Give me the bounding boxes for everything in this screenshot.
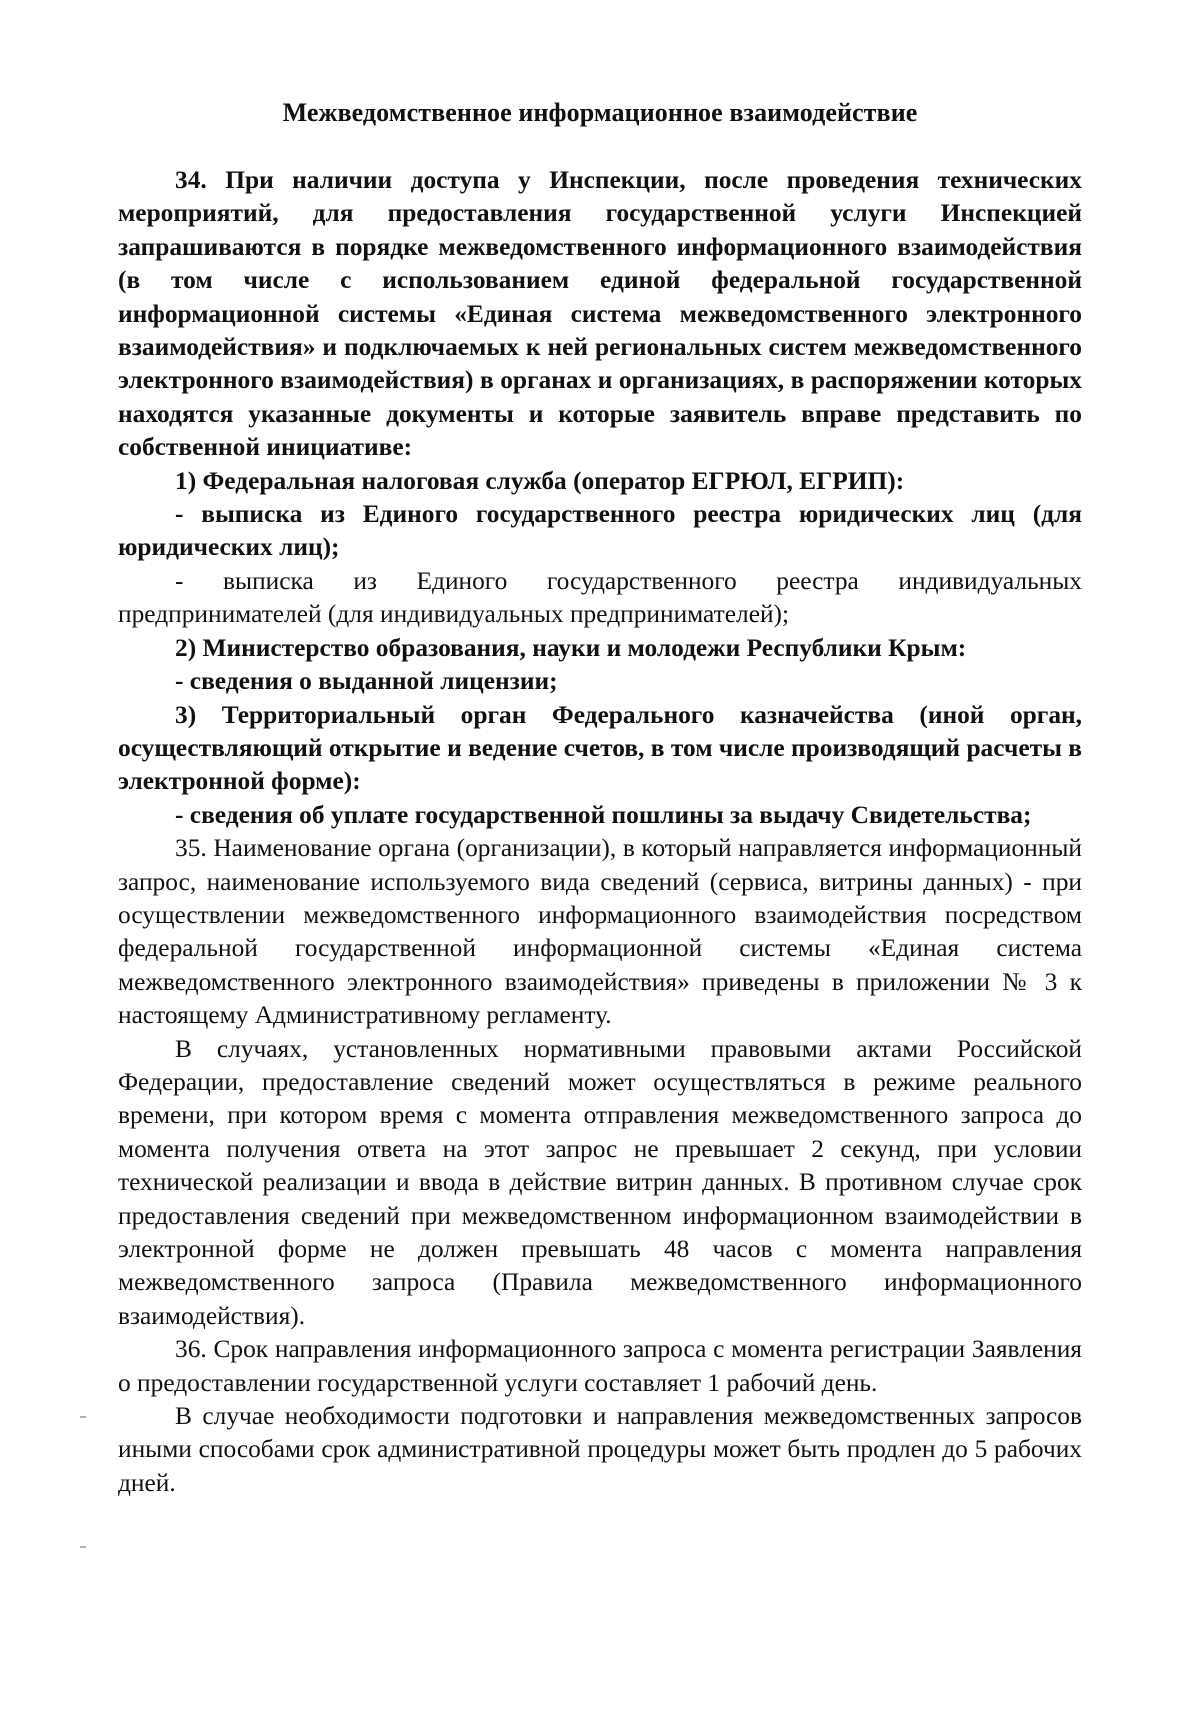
- document-body: [118, 164, 1082, 1500]
- paragraph-34: 34. При наличии доступа у Инспекции, после проведения технических мероприятий, для предоставления государственной услуги Инспекцией запрашиваются в порядке межведомственного информационного взаимодействия (в том числе с использованием единой федеральной государственной информационной системы «Единая система межведомственного электронного взаимодействия» и подключаемых к ней региональных систем межведомственного электронного взаимодействия) в органах и организациях, в распоряжении которых находятся указанные документы и которые заявитель вправе представить по собственной инициативе:: [118, 166, 1082, 462]
- list-item-state-fee: - сведения об уплате государственной пошлины за выдачу Свидетельства;: [175, 800, 1032, 829]
- paragraph-36: 36. Срок направления информационного запроса с момента регистрации Заявления о предоставлении государственной услуги составляет 1 рабочий день.: [118, 1335, 1082, 1397]
- paragraph-extension: В случае необходимости подготовки и направления межведомственных запросов иными способами срок административной процедуры может быть продлен до 5 рабочих дней.: [118, 1402, 1082, 1497]
- list-item-treasury: 3) Территориальный орган Федерального казначейства (иной орган, осуществляющий открытие и ведение счетов, в том числе производящий расчеты в электронной форме):: [118, 700, 1082, 796]
- paragraph-realtime: В случаях, установленных нормативными правовыми актами Российской Федерации, предоставление сведений может осуществляться в режиме реального времени, при котором время с момента отправления межведомственного запроса до момента получения ответа на этот запрос не превышает 2 секунд, при условии технической реализации и ввода в действие витрин данных. В противном случае срок предоставления сведений при межведомственном информационном взаимодействии в электронной форме не должен превышать 48 часов с момента направления межведомственного запроса (Правила межведомственного информационного взаимодействия).: [118, 1034, 1082, 1330]
- list-item-ministry-education: 2) Министерство образования, науки и молодежи Республики Крым:: [175, 633, 967, 662]
- list-item-egrip-extract: - выписка из Единого государственного реестра индивидуальных предпринимателей (для индивидуальных предпринимателей);: [118, 566, 1082, 629]
- list-item-egrul-extract: - выписка из Единого государственного реестра юридических лиц (для юридических лиц);: [118, 500, 1082, 562]
- section-heading: Межведомственное информационное взаимодействие: [282, 98, 918, 127]
- paragraph-35: 35. Наименование органа (организации), в который направляется информационный запрос, наименование используемого вида сведений (сервиса, витрины данных) - при осуществлении межведомственного информационного взаимодействия посредством федеральной государственной информационной системы «Единая система межведомственного электронного взаимодействия» приведены в приложении № 3 к настоящему Административному регламенту.: [118, 834, 1082, 1030]
- list-item-license-info: - сведения о выданной лицензии;: [175, 667, 558, 696]
- list-item-fns: 1) Федеральная налоговая служба (оператор ЕГРЮЛ, ЕГРИП):: [175, 466, 905, 495]
- scan-artifact-mark: [80, 1416, 86, 1418]
- scan-artifact-mark: [80, 1546, 86, 1548]
